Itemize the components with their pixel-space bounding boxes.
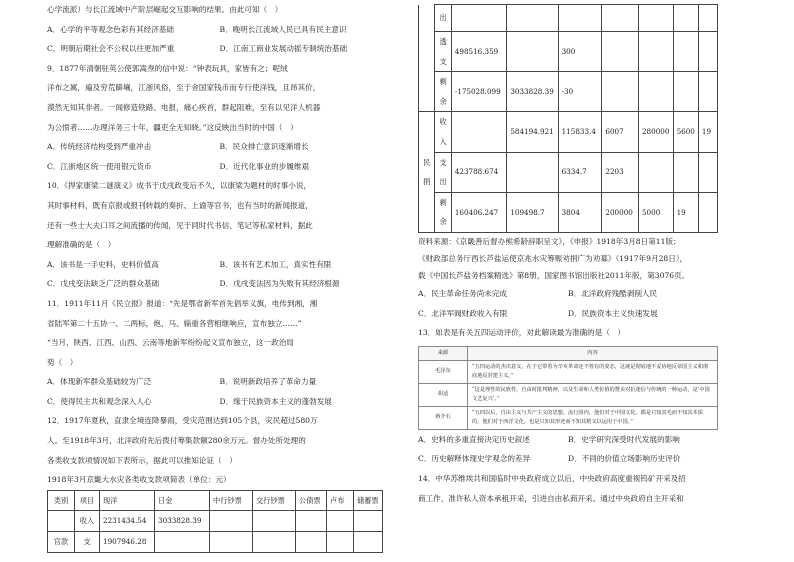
value-cell: -175028.099	[451, 72, 507, 112]
option-c[interactable]: C．使得民主共和观念深入人心	[47, 396, 152, 406]
value-cell	[210, 511, 253, 532]
option-a[interactable]: A．民主革命任务尚未完成	[418, 288, 508, 298]
value-cell	[155, 532, 210, 553]
q12-stem	[47, 411, 392, 470]
value-cell: 19	[673, 192, 698, 232]
value-cell	[673, 152, 698, 192]
option-a[interactable]: A．传统经济结构受到严重冲击	[47, 142, 152, 152]
q10-line: 10．《捍家康梁二谜演义》成书于戊戌政变后不久，以康梁为题材的时事小说，	[47, 181, 312, 191]
item-cell: 收入	[435, 112, 451, 152]
option-b[interactable]: B．北洋政府残酷剥削人民	[568, 288, 658, 298]
value-cell	[354, 511, 383, 532]
option-c[interactable]: C．明朝后期社会不公权以往更加严重	[47, 44, 175, 54]
value-cell: 200000	[602, 192, 639, 232]
header-cell: 日金	[155, 490, 210, 511]
header-cell: 交行钞票	[253, 490, 296, 511]
quote-source: 毛泽东	[419, 360, 468, 383]
value-cell	[327, 532, 354, 553]
table-caption: 1918年3月京畿大水灾各类收支款项简表（单位：元）	[47, 475, 231, 485]
quote-row	[419, 406, 718, 429]
option-a[interactable]: A．史料的多重直接决定历史叙述	[418, 434, 530, 444]
category-cell	[48, 511, 75, 532]
value-cell: 280000	[638, 112, 673, 152]
value-cell	[698, 192, 717, 232]
value-cell	[558, 5, 602, 32]
value-cell	[253, 511, 296, 532]
option-d[interactable]: D．戊戌变法因为失败有其经济根源	[219, 279, 340, 289]
q9-line: 为公愤者……办理洋务三十年，疆吏全无知晓。”这反映出当时的中国（ ）	[47, 122, 298, 132]
value-cell: 3804	[558, 192, 602, 232]
value-cell	[507, 152, 558, 192]
value-cell	[296, 511, 327, 532]
value-cell: 160406.247	[451, 192, 507, 232]
option-d[interactable]: D．不同的价值立场影响历史评价	[568, 454, 681, 464]
option-b[interactable]: B．该书有艺术加工，真实性有限	[219, 259, 332, 269]
table-header-row	[48, 490, 383, 511]
item-cell: 支	[75, 532, 100, 553]
option-b[interactable]: B．说明新政培养了革命力量	[219, 377, 317, 387]
quote-text: “五四以后，自由主义与共产主义的思想，流行国内。他们对于中国文化，都是只知其毛而不知其本质的。他们对于西洋文化，也是只知其形迹而不知其精义以运用于中国。”	[468, 406, 718, 429]
value-cell: 584194.921	[507, 112, 558, 152]
q9-line: 9．1877年清朝驻英公使郭嵩焘的信中说：“钟表玩具，家皆有之；呢绒	[47, 63, 288, 73]
q10-stem	[47, 176, 392, 254]
category-cell	[419, 192, 435, 232]
value-cell: 5600	[673, 112, 698, 152]
table-source	[418, 233, 718, 284]
q11-line: 11．1911年11月《民立报》报道：“先是鄂省新军首先倡举义旗，电传到湘，湘	[47, 298, 318, 308]
option-a[interactable]: A．该书是一手史料，史料价值高	[47, 259, 159, 269]
value-cell	[451, 112, 507, 152]
q12-options	[418, 284, 718, 304]
item-cell: 出	[435, 5, 451, 32]
value-cell	[253, 532, 296, 553]
value-cell	[210, 532, 253, 553]
q9-options-row2	[47, 157, 392, 177]
value-cell	[602, 5, 639, 32]
q10-line: 理解准确的是（ ）	[47, 240, 116, 250]
source-line: 资料来源：《京畿善后督办熊希龄辞职呈文》，《申报》1918年3月8日第11版；	[418, 236, 681, 246]
q11-stem	[47, 294, 392, 372]
quote-text: “五四运动的杰出意义，在于它带着为辛亥革命还不曾有的姿态，这就是彻底地不妥协地反帝国主义和彻底地反封建主义。”	[468, 360, 718, 383]
value-cell: 2231434.54	[100, 511, 155, 532]
q12-line: 各类收支款项情况如下表所示，据此可以推知论证（ ）	[47, 455, 237, 465]
option-d[interactable]: D．民族资本主义快速发展	[568, 308, 658, 318]
q10-line: 还有一些士大夫口耳之间流播的传闻，见于同时代书信、笔记等私家材料，据此	[47, 220, 313, 230]
option-d[interactable]: D．近代化事业的步履维艰	[219, 161, 310, 171]
quote-source: 蒋介石	[419, 406, 468, 429]
category-cell	[419, 32, 435, 72]
value-cell	[451, 5, 507, 32]
quote-header-row	[419, 346, 718, 360]
relief-funds-table	[47, 490, 383, 553]
value-cell: 19	[698, 112, 717, 152]
q10-options-row2	[47, 274, 392, 294]
value-cell	[698, 72, 717, 112]
q9-line: 洋布之属，遍及穷荒僻壤，江浙风俗，至于舍国家钱币而专行使洋钱，且昂其价，	[47, 83, 321, 93]
value-cell: 300	[558, 32, 602, 72]
value-cell	[354, 532, 383, 553]
q8-options	[47, 20, 392, 40]
quote-row	[419, 360, 718, 383]
item-cell: 剩余	[435, 72, 451, 112]
value-cell	[296, 532, 327, 553]
value-cell	[638, 32, 673, 72]
q14-stem	[418, 469, 718, 508]
header-cell: 公债票	[296, 490, 327, 511]
value-cell	[602, 72, 639, 112]
value-cell	[602, 32, 639, 72]
table-row	[48, 511, 383, 532]
q12-line: 12．1917年夏秋，直隶全境连降暴雨，受灾范围达到105个县，灾民超过580万	[47, 416, 318, 426]
option-a[interactable]: A．体现新军群众基础较为广泛	[47, 377, 152, 387]
q11-line: 省陆军第二十五协一、二两标，炮、马、辎重各营相继响应，宣布独立……”	[47, 318, 302, 328]
value-cell	[638, 152, 673, 192]
q9-line: 漠然无知其非者。一闻修造铁路、电报，痛心疾首，群起阻难，至有以见洋人机器	[47, 102, 321, 112]
q12-line: 人。至1918年3月，北洋政府先后拨付筹集款额280余万元。督办处所处理的	[47, 436, 306, 446]
value-cell: 109498.7	[507, 192, 558, 232]
header-cell: 内容	[468, 346, 718, 360]
item-cell: 透支	[435, 32, 451, 72]
item-cell: 收入	[75, 511, 100, 532]
q10-options	[47, 255, 392, 275]
left-column	[47, 0, 392, 553]
category-cell	[419, 5, 435, 32]
value-cell	[673, 72, 698, 112]
value-cell: 5000	[638, 192, 673, 232]
category-cell: 民捐	[419, 152, 435, 192]
q9-options	[47, 137, 392, 157]
table-row	[419, 32, 718, 72]
value-cell: 2203	[602, 152, 639, 192]
option-c[interactable]: C．江浙地区统一使用银元货币	[47, 161, 152, 171]
q9-stem	[47, 59, 392, 137]
value-cell: 423788.674	[451, 152, 507, 192]
header-cell: 项目	[75, 490, 100, 511]
option-b[interactable]: B．民众排亡意识逐渐增长	[219, 142, 309, 152]
q14-line: 14．中华苏维埃共和国临时中央政府成立以后，中央政府高度重视钨矿开采及招	[418, 473, 686, 483]
right-column	[418, 0, 718, 508]
table-row	[419, 5, 718, 32]
q14-line: 商工作，准许私人资本承租开采，引进自由私商开采。通过中央政府自主开采和	[418, 493, 684, 503]
option-c[interactable]: C．历史解释体现史学观念的差异	[418, 454, 531, 464]
category-cell	[419, 72, 435, 112]
q8-options-row2	[47, 39, 392, 59]
value-cell	[673, 32, 698, 72]
value-cell: -30	[558, 72, 602, 112]
option-c[interactable]: C．北洋军阀财政收入有限	[418, 308, 508, 318]
value-cell	[507, 5, 558, 32]
table-row	[419, 152, 718, 192]
q8-stem-tail: 心学流派）与长江流域中产阶层崛起交互影响的结果。由此可知（ ）	[47, 5, 283, 14]
option-c[interactable]: C．戊戌变法缺乏广泛的群众基础	[47, 279, 160, 289]
q13-options-row2	[418, 449, 718, 469]
source-line: 载《中国长芦盐务档案精选》第8册，国家图书馆出版社2011年版，第3076页。	[418, 270, 690, 280]
quote-text: “这是理性的民族性，自由时批判精神，以及生命和人类价值的赞美对抗迷信与传统的一种运动，是‘中国文艺复兴’。”	[468, 383, 718, 406]
q10-line: 其时事材料，既有京报或报刊转载的奏折、上谕等官书，也有当时的新闻报道，	[47, 200, 313, 210]
source-line: 《财政部总务厅西长芦盐运使京兆水灾筹赈劝捐广为劝募》（1917年9月28日），	[418, 253, 688, 263]
value-cell	[327, 511, 354, 532]
quote-source: 胡适	[419, 383, 468, 406]
option-d[interactable]: D．江南工商业发展动摇专制统治基础	[219, 44, 348, 54]
q12-options-row2	[418, 304, 718, 324]
value-cell: 3033828.39	[155, 511, 210, 532]
q13-options	[418, 430, 718, 450]
header-cell: 储蓄票	[354, 490, 383, 511]
table-row	[419, 112, 718, 152]
quote-row	[419, 383, 718, 406]
value-cell: 498516.359	[451, 32, 507, 72]
value-cell: 6334.7	[558, 152, 602, 192]
q11-options	[47, 372, 392, 392]
q11-options-row2	[47, 392, 392, 412]
header-cell: 中行钞票	[210, 490, 253, 511]
value-cell	[638, 5, 673, 32]
option-a[interactable]: A．心学的平等观念色彩有其经济基础	[47, 24, 174, 34]
relief-funds-table-continued	[418, 4, 718, 233]
table-row	[48, 532, 383, 553]
value-cell	[698, 152, 717, 192]
header-cell: 类别	[48, 490, 75, 511]
value-cell	[698, 5, 717, 32]
category-cell	[419, 112, 435, 152]
option-d[interactable]: D．缘于民族资本主义的蓬勃发展	[219, 396, 332, 406]
value-cell	[507, 32, 558, 72]
item-cell: 剩余	[435, 192, 451, 232]
value-cell	[673, 5, 698, 32]
q11-line: 势（ ）	[47, 357, 78, 367]
value-cell: 3033828.39	[507, 72, 558, 112]
header-cell: 卢布	[327, 490, 354, 511]
header-cell: 来源	[419, 346, 468, 360]
q13-stem: 13．如表是有关五四运动评价，对此解读最为准确的是（ ）	[418, 328, 626, 338]
option-b[interactable]: B．史学研究深受时代发展的影响	[568, 434, 680, 444]
table-row	[419, 192, 718, 232]
value-cell: 1907946.28	[100, 532, 155, 553]
option-b[interactable]: B．晚明长江流域人民已具有民主意识	[219, 24, 347, 34]
category-cell: 官款	[48, 532, 75, 553]
table-row	[419, 72, 718, 112]
value-cell	[638, 72, 673, 112]
item-cell: 支出	[435, 152, 451, 192]
value-cell: 6007	[602, 112, 639, 152]
q11-line: “当月，陕西、江西、山西、云南等地新军纷纷起义宣布独立，这一政治局	[47, 338, 294, 348]
header-cell: 现洋	[100, 490, 155, 511]
value-cell	[698, 32, 717, 72]
may-fourth-evaluation-table	[418, 346, 718, 430]
value-cell: 115833.4	[558, 112, 602, 152]
